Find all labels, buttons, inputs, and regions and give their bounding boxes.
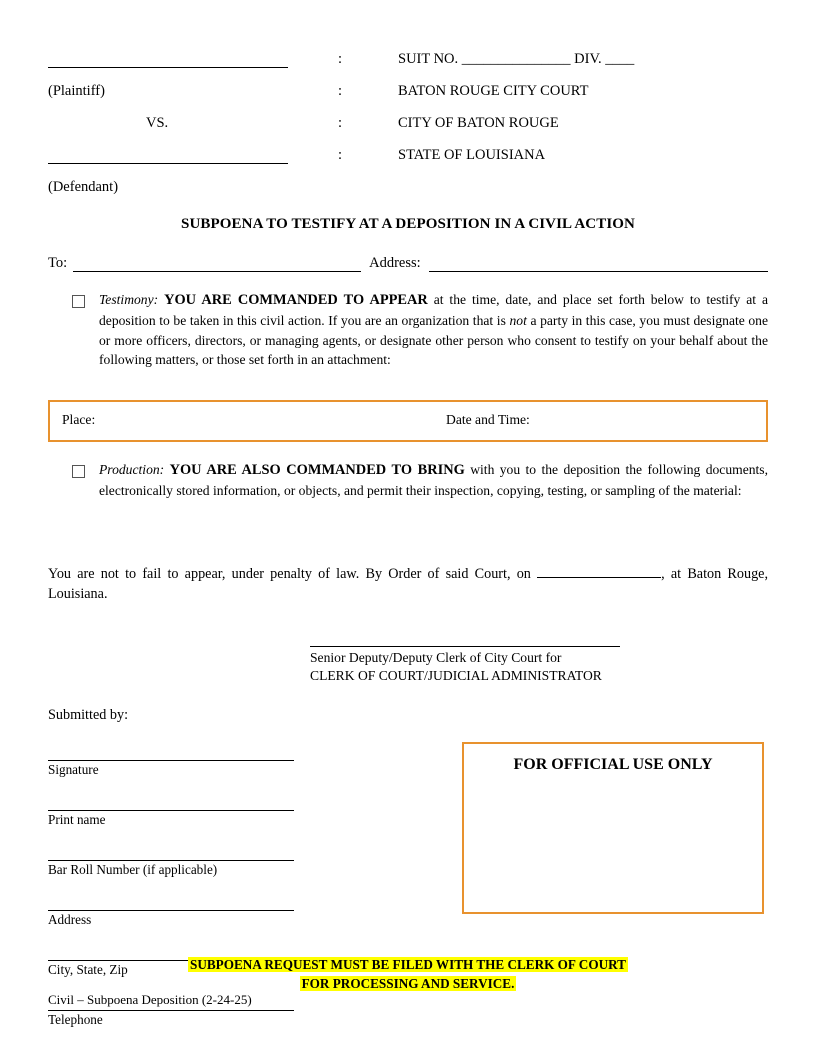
bar-roll-number-input[interactable]: [48, 840, 294, 861]
clerk-line-2: CLERK OF COURT/JUDICIAL ADMINISTRATOR: [310, 668, 602, 684]
caption-colon: :: [338, 83, 343, 99]
address-field-label: Address: [48, 912, 92, 928]
city-state-zip-label: City, State, Zip: [48, 962, 128, 978]
form-footer: Civil – Subpoena Deposition (2-24-25): [48, 992, 252, 1007]
order-statement-part1: You are not to fail to appear, under penalty of law. By Order of said Court, on: [48, 565, 531, 582]
caption-colon: :: [338, 147, 343, 163]
production-text: [99, 460, 768, 501]
official-use-title: FOR OFFICIAL USE ONLY: [513, 756, 713, 773]
caption-court: BATON ROUGE CITY COURT: [398, 83, 589, 99]
vs-text: VS.: [146, 115, 169, 131]
vs-label: [48, 100, 338, 132]
case-caption: [48, 36, 768, 196]
production-lead-bold: YOU ARE ALSO COMMANDED TO BRING: [169, 461, 465, 478]
official-use-box: [462, 742, 764, 914]
print-name-input[interactable]: [48, 790, 294, 811]
testimony-block: [48, 290, 768, 370]
order-statement-part2: , at Baton Rouge, Louisiana.: [48, 565, 769, 603]
testimony-body-italic: not: [509, 312, 527, 328]
testimony-lead-italic: Testimony:: [99, 292, 159, 307]
production-lead-italic: Production:: [99, 461, 165, 477]
clerk-signature-block: [310, 629, 768, 686]
caption-row: [48, 100, 768, 132]
testimony-body-part1: at the time, date, and place set forth below to testify at a deposition to be taken in this civil action. If you are an organization that is: [99, 292, 768, 328]
to-address-row: [48, 255, 768, 272]
caption-row: [48, 132, 768, 164]
plaintiff-label: (Plaintiff): [48, 83, 105, 99]
order-statement: [48, 563, 768, 605]
caption-city: CITY OF BATON ROUGE: [398, 115, 559, 131]
filing-notice-line-1: SUBPOENA REQUEST MUST BE FILED WITH THE CLERK OF COURT: [190, 957, 626, 972]
caption-blank-line: [48, 36, 338, 68]
caption-suit-no: SUIT NO. _______________ DIV. ____: [398, 51, 635, 67]
testimony-body-part2: a party in this case, you must designate one or more officers, directors, or managing agents, or designate other person who consent to testify on your behalf about the following matters, or those set forth in an attachment:: [99, 312, 769, 368]
caption-colon: :: [338, 51, 343, 67]
testimony-lead-bold: YOU ARE COMMANDED TO APPEAR: [164, 292, 428, 308]
clerk-line-1: Senior Deputy/Deputy Clerk of City Court for: [310, 649, 562, 665]
to-input[interactable]: [73, 256, 361, 272]
submitted-by-label: Submitted by:: [48, 707, 129, 724]
address-input-field[interactable]: [48, 890, 294, 911]
field-print-name: [48, 790, 294, 828]
place-datetime-box[interactable]: [48, 400, 768, 442]
field-address: [48, 890, 294, 928]
filing-notice: [48, 955, 768, 993]
print-name-label: Print name: [48, 812, 106, 828]
place-label: Place:: [62, 411, 96, 427]
testimony-checkbox[interactable]: [72, 295, 85, 308]
defendant-label: (Defendant): [48, 179, 119, 195]
signature-input[interactable]: [48, 740, 294, 761]
production-block: [48, 460, 768, 501]
address-input[interactable]: [429, 256, 768, 272]
field-bar-roll-number: [48, 840, 294, 878]
testimony-text: [99, 290, 768, 370]
filing-notice-line-2: FOR PROCESSING AND SERVICE.: [301, 976, 515, 992]
bar-roll-number-label: Bar Roll Number (if applicable): [48, 862, 218, 878]
datetime-label: Date and Time:: [446, 411, 530, 427]
production-body: with you to the deposition the following documents, electronically stored information, or objects, and permit their inspection, copying, testing, or sampling of the material:: [99, 461, 768, 498]
address-label: Address:: [369, 255, 421, 271]
caption-state: STATE OF LOUISIANA: [398, 147, 546, 163]
caption-colon: :: [338, 115, 343, 131]
order-date-input[interactable]: [537, 563, 661, 578]
caption-row: [48, 68, 768, 100]
caption-row: [48, 36, 768, 68]
field-signature: [48, 740, 294, 778]
production-checkbox[interactable]: [72, 465, 85, 478]
caption-row: [48, 164, 768, 196]
document-title: SUBPOENA TO TESTIFY AT A DEPOSITION IN A CIVIL ACTION: [181, 216, 635, 232]
clerk-signature-line[interactable]: [310, 629, 620, 647]
signature-label: Signature: [48, 762, 99, 778]
telephone-label: Telephone: [48, 1012, 103, 1028]
caption-blank-line: [48, 132, 338, 164]
to-label: To:: [48, 255, 68, 271]
